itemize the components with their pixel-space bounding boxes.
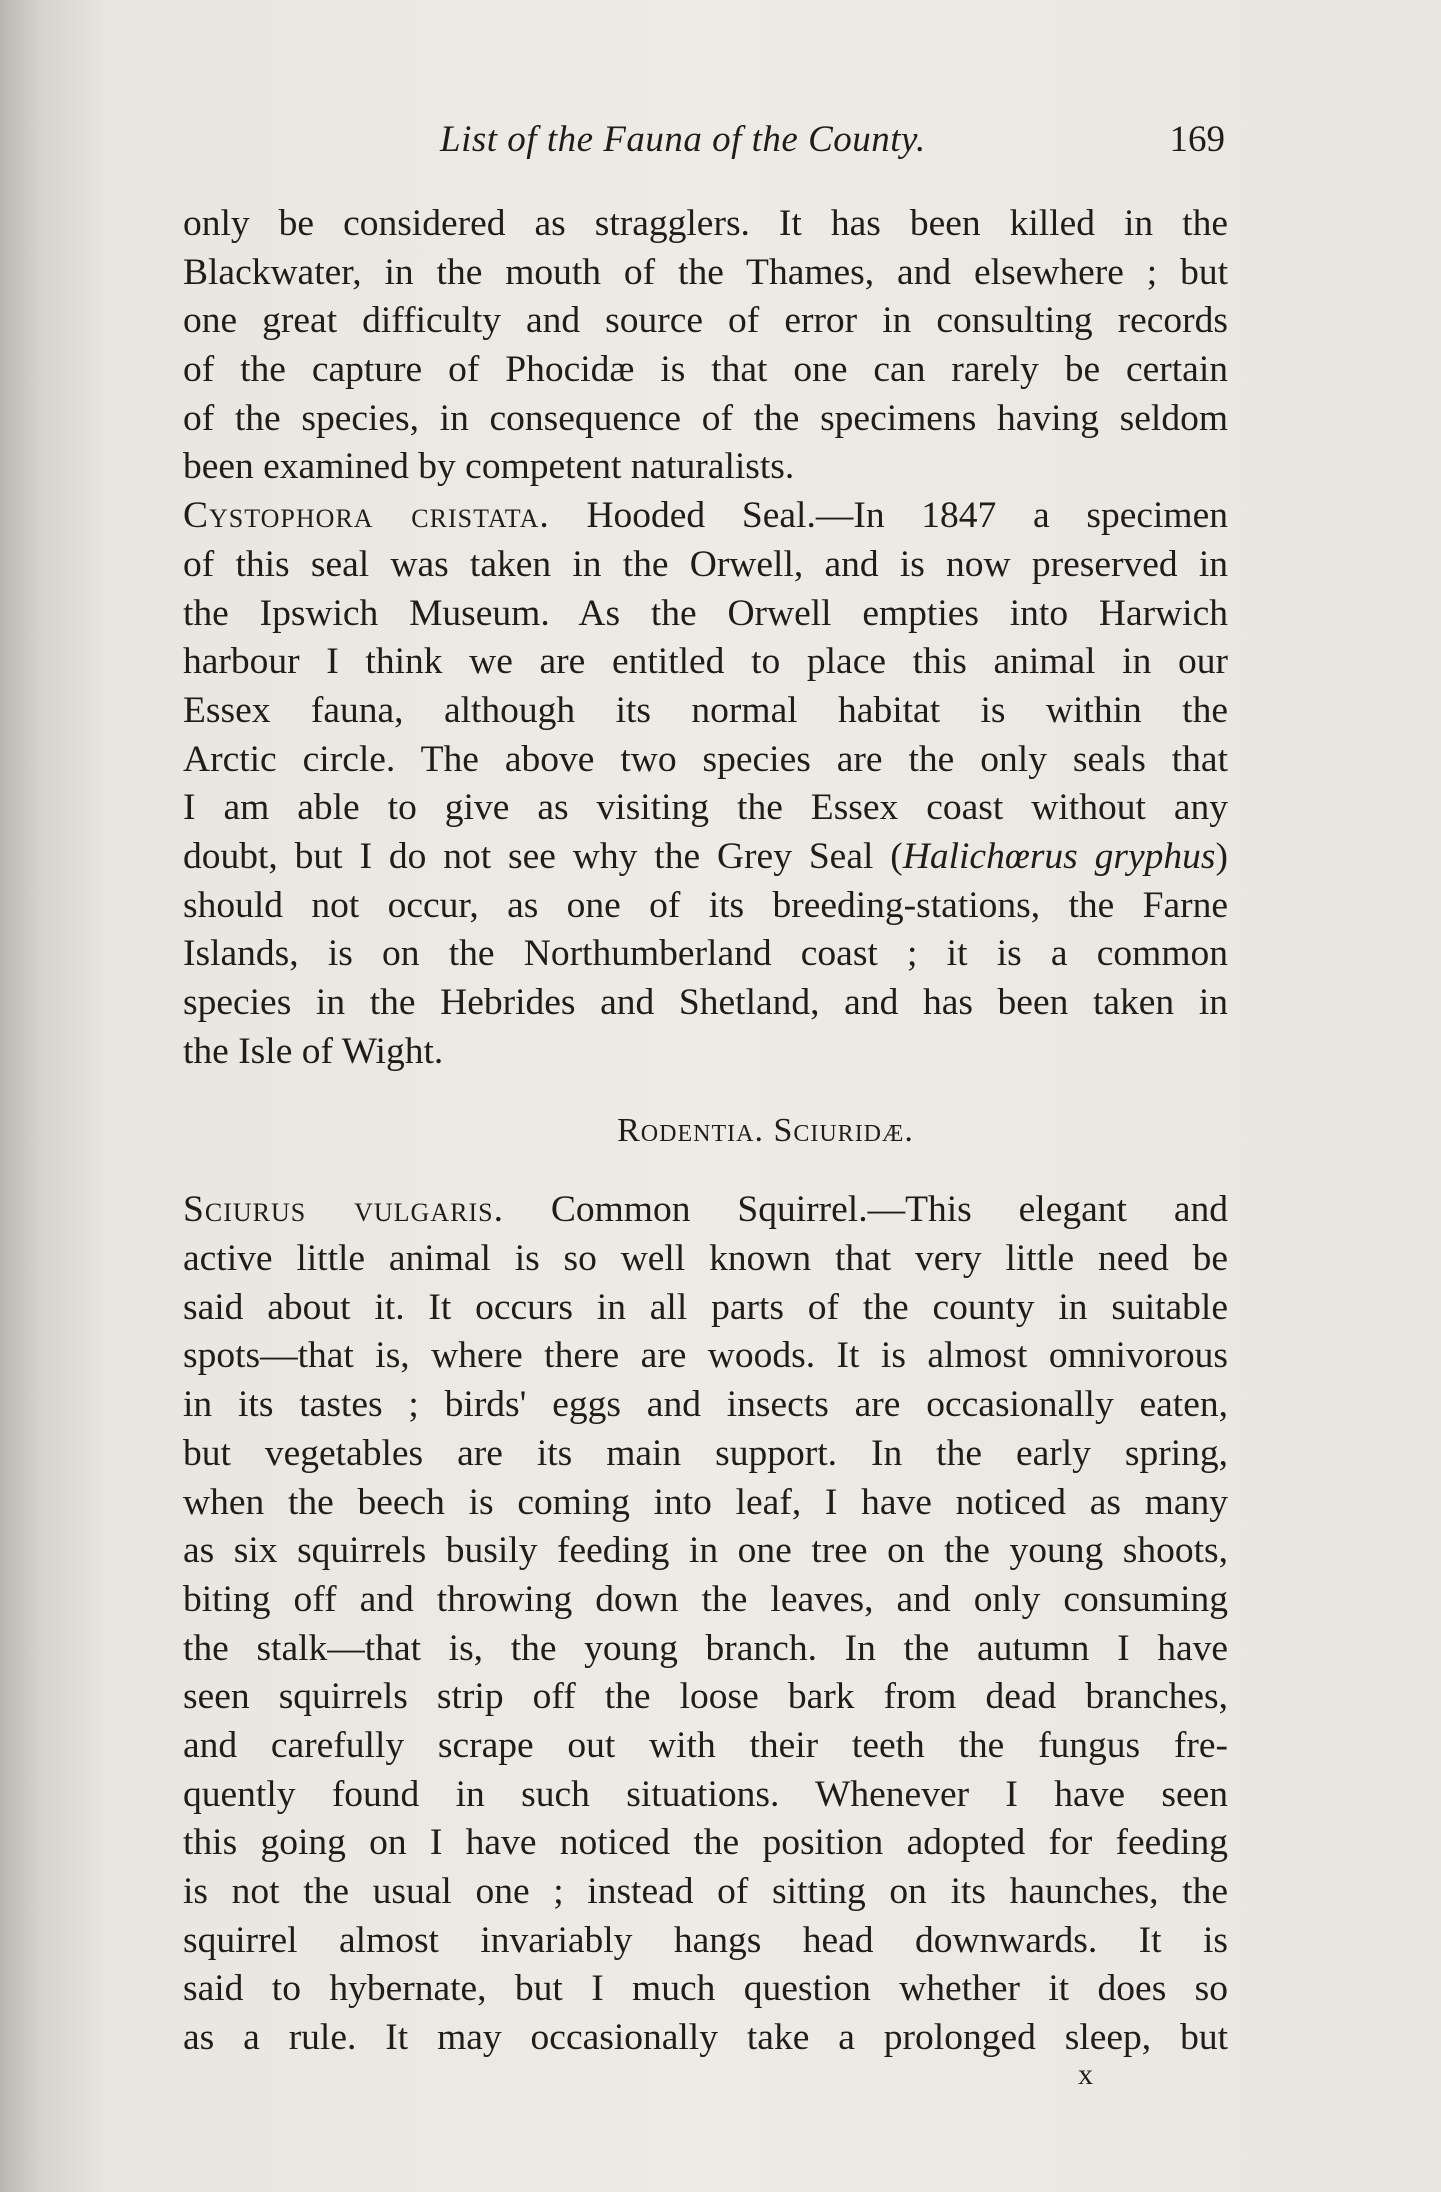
- text-line: in its tastes ; birds' eggs and insects are occasionally eaten,: [183, 1384, 1228, 1426]
- text-run: doubt, but I do not see why the Grey Seal (: [183, 835, 903, 877]
- text-line: Blackwater, in the mouth of the Thames, and elsewhere ; but: [183, 251, 1228, 293]
- spacer: [183, 1076, 1228, 1106]
- species-name-italic: Halichœrus gryphus: [902, 835, 1216, 877]
- text-line: this going on I have noticed the position adopted for feeding: [183, 1822, 1228, 1864]
- page-number: 169: [1169, 119, 1225, 160]
- text-line: only be considered as stragglers. It has been killed in the: [183, 203, 1228, 244]
- species-name: Cystophora cristata.: [183, 495, 550, 537]
- text-line: [183, 492, 1228, 541]
- text-line: [183, 833, 1228, 882]
- text-line: as a rule. It may occasionally take a prolonged sleep, but: [183, 2017, 1228, 2059]
- text-line: and carefully scrape out with their teeth the fungus fre-: [183, 1724, 1228, 1766]
- text-line: harbour I think we are entitled to place this animal in our: [183, 641, 1228, 683]
- text-line: should not occur, as one of its breeding-stations, the Farne: [183, 884, 1228, 926]
- text-run: ): [1215, 835, 1228, 877]
- paragraph-phocidae: [183, 200, 1228, 492]
- text-line: spots—that is, where there are woods. It is almost omnivorous: [183, 1335, 1228, 1377]
- page-body: [183, 200, 1228, 2063]
- text-line: Arctic circle. The above two species are the only seals that: [183, 738, 1228, 780]
- text-line: when the beech is coming into leaf, I have noticed as many: [183, 1481, 1228, 1523]
- text-line: of the species, in consequence of the specimens having seldom: [183, 397, 1228, 439]
- text-line: of this seal was taken in the Orwell, and is now preserved in: [183, 543, 1228, 585]
- text-line: active little animal is so well known that very little need be: [183, 1238, 1228, 1280]
- text-line: quently found in such situations. Whenever I have seen: [183, 1773, 1228, 1815]
- signature-mark: x: [1078, 2058, 1093, 2091]
- text-line: biting off and throwing down the leaves, and only consuming: [183, 1578, 1228, 1620]
- text-line: I am able to give as visiting the Essex coast without any: [183, 787, 1228, 829]
- text-line: said to hybernate, but I much question whether it does so: [183, 1968, 1228, 2010]
- text-line: but vegetables are its main support. In the early spring,: [183, 1432, 1228, 1474]
- text-line: Islands, is on the Northumberland coast ; it is a common: [183, 933, 1228, 975]
- spacer: [183, 1156, 1228, 1186]
- text-line: [183, 1186, 1228, 1235]
- text-line: the Isle of Wight.: [183, 1030, 444, 1072]
- section-heading: Rodentia. Sciuridæ.: [617, 1112, 914, 1150]
- paragraph-hooded-seal: [183, 492, 1228, 1076]
- text-line: one great difficulty and source of error in consulting records: [183, 300, 1228, 342]
- text-line: been examined by competent naturalists.: [183, 446, 795, 488]
- text-run: Common Squirrel.—This elegant and: [503, 1189, 1228, 1231]
- text-line: species in the Hebrides and Shetland, and has been taken in: [183, 982, 1228, 1023]
- running-title: List of the Fauna of the County.: [440, 119, 926, 160]
- text-line: Essex fauna, although its normal habitat is within the: [183, 689, 1228, 731]
- text-line: is not the usual one ; instead of sitting on its haunches, the: [183, 1871, 1228, 1912]
- text-line: as six squirrels busily feeding in one tree on the young shoots,: [183, 1530, 1228, 1572]
- text-line: seen squirrels strip off the loose bark from dead branches,: [183, 1676, 1228, 1718]
- text-run: Hooded Seal.—In 1847 a specimen: [549, 495, 1228, 537]
- species-name: Sciurus vulgaris.: [183, 1189, 504, 1231]
- text-line: said about it. It occurs in all parts of the county in suitable: [183, 1286, 1228, 1328]
- page-header: [185, 118, 1225, 168]
- text-line: of the capture of Phocidæ is that one can rarely be certain: [183, 349, 1228, 391]
- paragraph-common-squirrel: [183, 1186, 1228, 2062]
- text-line: the Ipswich Museum. As the Orwell empties into Harwich: [183, 592, 1228, 634]
- text-line: the stalk—that is, the young branch. In the autumn I have: [183, 1627, 1228, 1669]
- text-line: squirrel almost invariably hangs head downwards. It is: [183, 1919, 1228, 1961]
